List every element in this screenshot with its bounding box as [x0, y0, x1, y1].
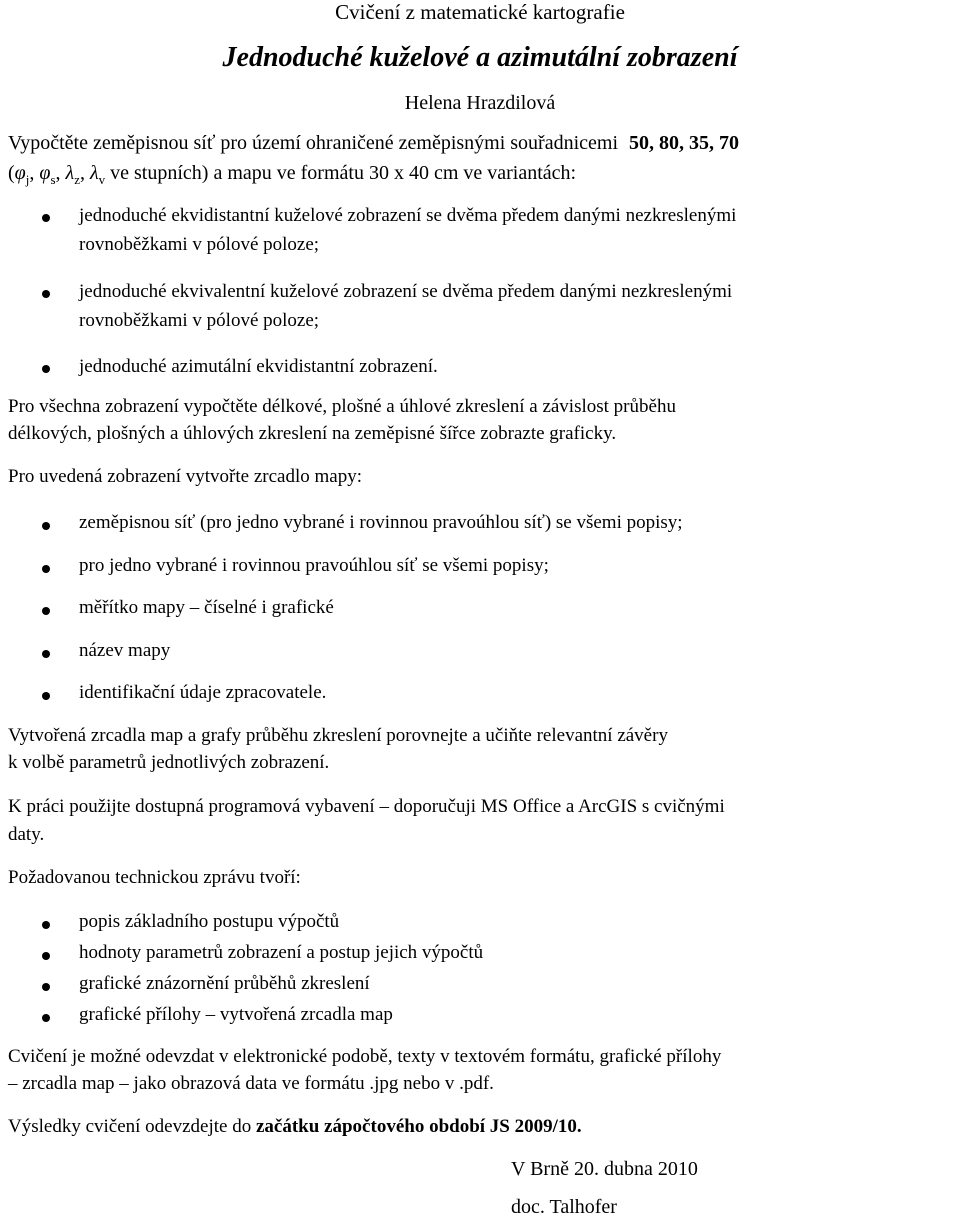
- deadline-bold: začátku zápočtového období JS 2009/10.: [255, 1116, 582, 1137]
- bullet-icon: [42, 214, 50, 222]
- phi-symbol: φ: [14, 162, 26, 184]
- mirror-item-4: název mapy: [79, 640, 171, 661]
- sub-j: j: [25, 172, 30, 187]
- variant-1-line-2: rovnoběžkami v pólové poloze;: [79, 234, 320, 255]
- mirror-item-5: identifikační údaje zpracovatele.: [79, 682, 327, 703]
- task-line-1: [8, 132, 739, 155]
- lambda-symbol: λ: [89, 162, 99, 184]
- bullet-icon: [42, 290, 50, 298]
- report-item-4: grafické přílohy – vytvořená zrcadla map: [79, 1004, 393, 1025]
- distortion-line-1: Pro všechna zobrazení vypočtěte délkové, plošné a úhlové zkreslení a závislost průběhu: [8, 396, 676, 417]
- bullet-icon: [42, 607, 50, 615]
- course-header: Cvičení z matematické kartografie: [335, 0, 625, 24]
- submit-line-1: Cvičení je možné odevzdat v elektronické podobě, texty v textovém formátu, grafické přílohy: [8, 1046, 722, 1067]
- variant-3-line-1: jednoduché azimutální ekvidistantní zobrazení.: [79, 356, 438, 377]
- open-paren: (: [8, 162, 15, 184]
- software-line-1: K práci použijte dostupná programová vybavení – doporučuji MS Office a ArcGIS s cvičnými: [8, 796, 725, 817]
- deadline-text: Výsledky cvičení odevzdejte do: [8, 1116, 256, 1137]
- sub-v: v: [98, 172, 106, 187]
- variant-2-line-1: jednoduché ekvivalentní kuželové zobrazení se dvěma předem danými nezkreslenými: [79, 281, 733, 302]
- task-rest: ve stupních) a mapu ve formátu 30 x 40 cm ve variantách:: [105, 162, 577, 184]
- bullet-icon: [42, 952, 50, 960]
- distortion-line-2: délkových, plošných a úhlových zkreslení na zeměpisné šířce zobrazte graficky.: [8, 423, 617, 444]
- bullet-icon: [42, 921, 50, 929]
- deadline: [8, 1116, 582, 1138]
- compare-line-1: Vytvořená zrcadla map a grafy průběhu zkreslení porovnejte a učiňte relevantní závěry: [8, 725, 668, 746]
- report-item-3: grafické znázornění průběhů zkreslení: [79, 973, 370, 994]
- signature: doc. Talhofer: [511, 1196, 617, 1218]
- task-text: Vypočtěte zeměpisnou síť pro území ohraničené zeměpisnými souřadnicemi: [8, 132, 619, 154]
- author-name: Helena Hrazdilová: [404, 92, 556, 114]
- bullet-icon: [42, 650, 50, 658]
- mirror-item-3: měřítko mapy – číselné i grafické: [79, 597, 334, 618]
- mirror-intro: Pro uvedená zobrazení vytvořte zrcadlo mapy:: [8, 466, 362, 487]
- bullet-icon: [42, 522, 50, 530]
- sub-s: s: [50, 172, 56, 187]
- task-coordinates: 50, 80, 35, 70: [629, 132, 740, 154]
- mirror-item-1: zeměpisnou síť (pro jedno vybrané i rovinnou pravoúhlou síť) se všemi popisy;: [79, 512, 683, 533]
- bullet-icon: [42, 365, 50, 373]
- task-line-2: [8, 162, 576, 188]
- bullet-icon: [42, 692, 50, 700]
- compare-line-2: k volbě parametrů jednotlivých zobrazení.: [8, 752, 330, 773]
- comma: ,: [29, 162, 40, 184]
- phi-symbol: φ: [39, 162, 51, 184]
- document-title: Jednoduché kuželové a azimutální zobrazení: [222, 42, 738, 73]
- report-item-2: hodnoty parametrů zobrazení a postup jejich výpočtů: [79, 942, 484, 963]
- lambda-symbol: λ: [65, 162, 75, 184]
- place-date: V Brně 20. dubna 2010: [511, 1158, 698, 1180]
- comma: ,: [55, 162, 66, 184]
- submit-line-2: – zrcadla map – jako obrazová data ve formátu .jpg nebo v .pdf.: [8, 1073, 494, 1094]
- bullet-icon: [42, 1014, 50, 1022]
- sub-z: z: [74, 172, 80, 187]
- report-intro: Požadovanou technickou zprávu tvoří:: [8, 867, 301, 888]
- bullet-icon: [42, 983, 50, 991]
- bullet-icon: [42, 565, 50, 573]
- variant-1-line-1: jednoduché ekvidistantní kuželové zobrazení se dvěma předem danými nezkreslenými: [79, 205, 737, 226]
- comma: ,: [79, 162, 90, 184]
- report-item-1: popis základního postupu výpočtů: [79, 911, 340, 932]
- mirror-item-2: pro jedno vybrané i rovinnou pravoúhlou síť se všemi popisy;: [79, 555, 549, 576]
- variant-2-line-2: rovnoběžkami v pólové poloze;: [79, 310, 320, 331]
- software-line-2: daty.: [8, 824, 45, 845]
